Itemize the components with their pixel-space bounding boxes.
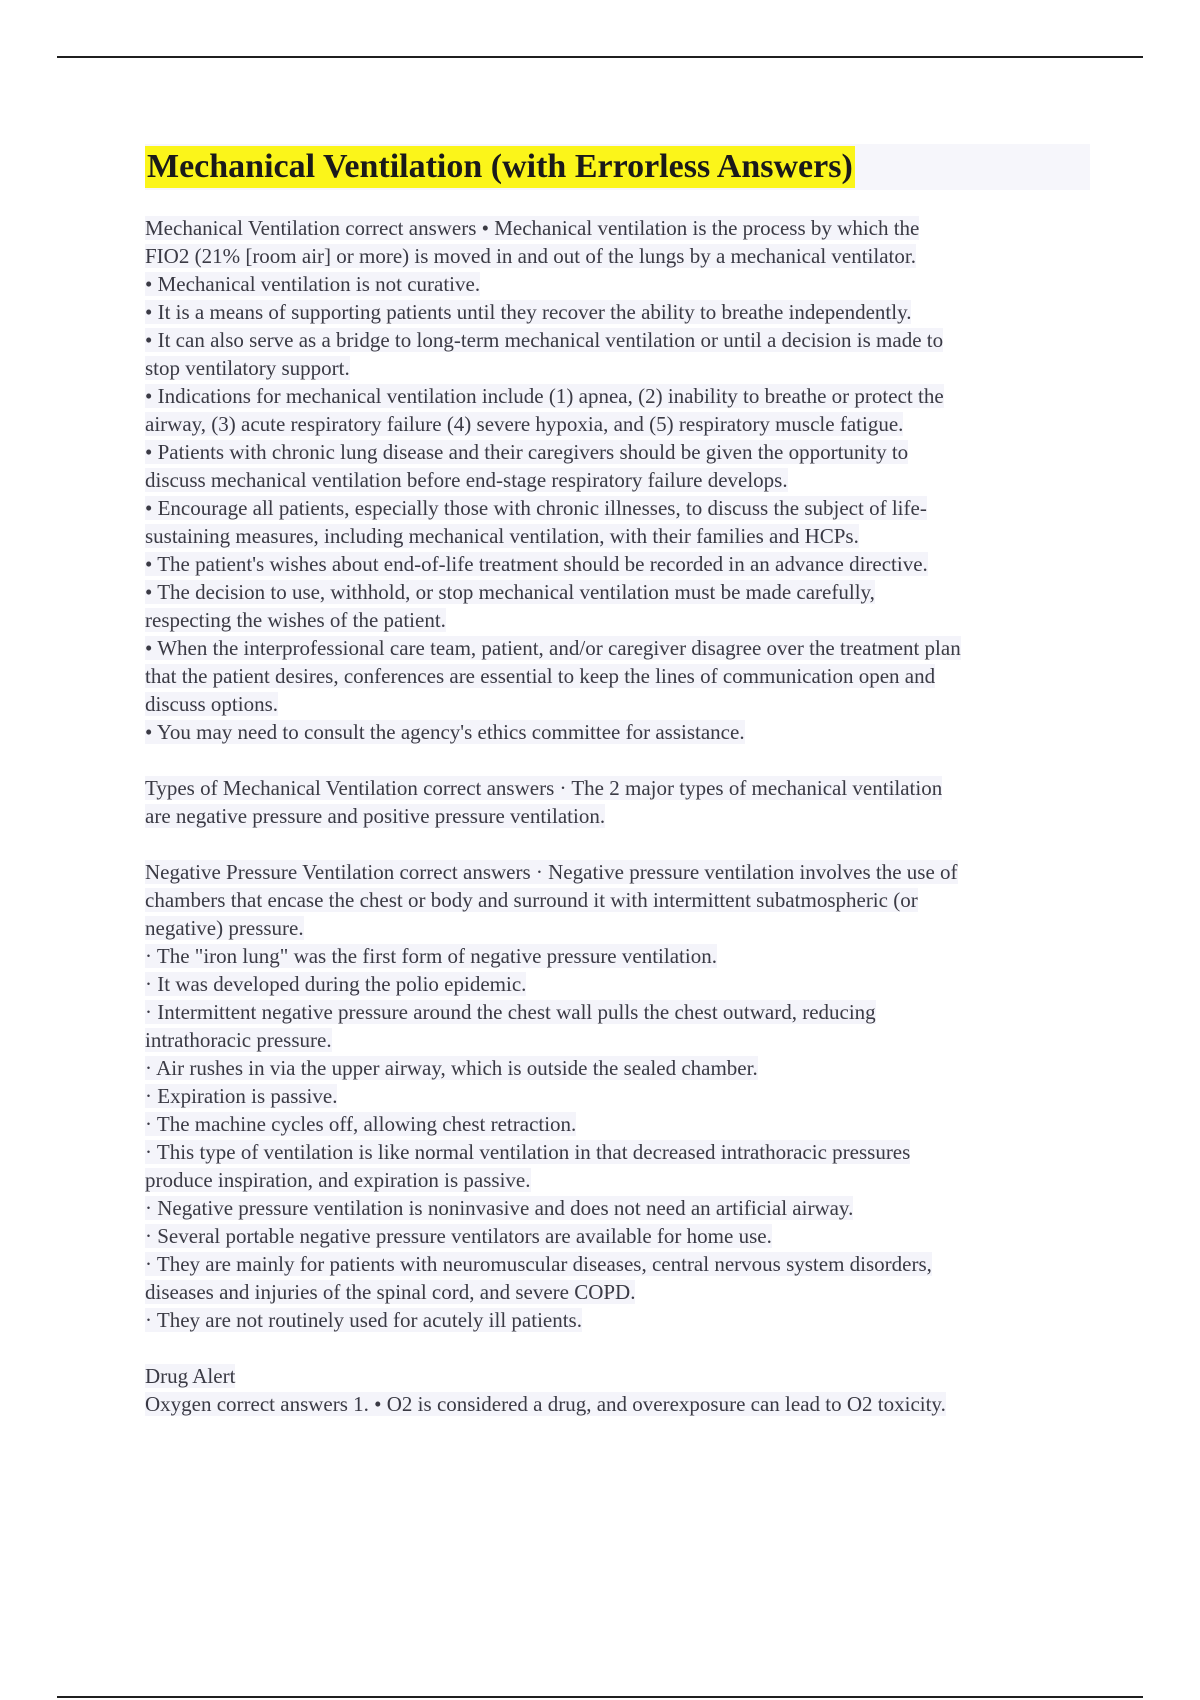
text-line [145,1306,1090,1334]
text-line [145,998,1090,1026]
text-line [145,774,1090,802]
text-line-content: · Negative pressure ventilation is noninvasive and does not need an artificial airway. [145,1196,854,1220]
text-line [145,1138,1090,1166]
text-line [145,1082,1090,1110]
text-line-content: · This type of ventilation is like normal ventilation in that decreased intrathoracic pressures [145,1140,911,1164]
text-line [145,634,1090,662]
text-line-content: · They are mainly for patients with neuromuscular diseases, central nervous system disorders, [145,1252,932,1276]
text-line-content: airway, (3) acute respiratory failure (4) severe hypoxia, and (5) respiratory muscle fatigue. [145,412,904,436]
text-line [145,382,1090,410]
text-line [145,550,1090,578]
document-title: Mechanical Ventilation (with Errorless Answers) [145,146,855,188]
text-line [145,522,1090,550]
text-line-content: respecting the wishes of the patient. [145,608,446,632]
text-line-content: Mechanical Ventilation correct answers • Mechanical ventilation is the process by which the [145,216,920,240]
text-line-content: discuss options. [145,692,279,716]
text-line-content: FIO2 (21% [room air] or more) is moved in and out of the lungs by a mechanical ventilator. [145,244,916,268]
text-line-content: • It is a means of supporting patients until they recover the ability to breathe independently. [145,300,912,324]
text-line-content: · The machine cycles off, allowing chest retraction. [145,1112,577,1136]
text-line-content: • The patient's wishes about end-of-life treatment should be recorded in an advance directive. [145,552,928,576]
text-line-content: · The "iron lung" was the first form of negative pressure ventilation. [145,944,717,968]
text-line-content: intrathoracic pressure. [145,1028,332,1052]
text-line-content: • Mechanical ventilation is not curative. [145,272,481,296]
text-line-content: diseases and injuries of the spinal cord, and severe COPD. [145,1280,636,1304]
text-line [145,326,1090,354]
bottom-rule [57,1696,1143,1698]
text-line [145,494,1090,522]
text-section [145,1362,1090,1418]
text-line [145,970,1090,998]
text-line-content: · Several portable negative pressure ventilators are available for home use. [145,1224,772,1248]
text-line-content: sustaining measures, including mechanical ventilation, with their families and HCPs. [145,524,859,548]
text-line [145,1026,1090,1054]
text-line-content: · They are not routinely used for acutely ill patients. [145,1308,582,1332]
text-section [145,858,1090,1334]
text-line-content: • It can also serve as a bridge to long-term mechanical ventilation or until a decision is made to [145,328,944,352]
text-line-content: Oxygen correct answers 1. • O2 is considered a drug, and overexposure can lead to O2 toxicity. [145,1392,946,1416]
text-line [145,606,1090,634]
text-line-content: • Patients with chronic lung disease and their caregivers should be given the opportunity to [145,440,909,464]
text-line [145,1054,1090,1082]
text-line-content: discuss mechanical ventilation before end-stage respiratory failure develops. [145,468,788,492]
text-line [145,242,1090,270]
title-row [145,144,1090,190]
text-line-content: Negative Pressure Ventilation correct answers · Negative pressure ventilation involves the use of [145,860,958,884]
text-line [145,858,1090,886]
text-line [145,1250,1090,1278]
text-line [145,410,1090,438]
text-line [145,1194,1090,1222]
text-section [145,774,1090,830]
text-line-content: · Intermittent negative pressure around the chest wall pulls the chest outward, reducing [145,1000,876,1024]
text-line-content: stop ventilatory support. [145,356,350,380]
text-line [145,214,1090,242]
document-body [145,144,1090,1446]
text-line [145,578,1090,606]
text-line [145,1222,1090,1250]
text-line [145,354,1090,382]
text-line [145,1278,1090,1306]
text-line [145,1362,1090,1390]
text-line [145,466,1090,494]
text-line [145,662,1090,690]
text-line-content: · Air rushes in via the upper airway, which is outside the sealed chamber. [145,1056,758,1080]
sections [145,214,1090,1418]
text-line [145,886,1090,914]
text-line-content: chambers that encase the chest or body and surround it with intermittent subatmospheric (or [145,888,918,912]
text-line-content: • The decision to use, withhold, or stop mechanical ventilation must be made carefully, [145,580,875,604]
text-line [145,942,1090,970]
text-line-content: are negative pressure and positive pressure ventilation. [145,804,606,828]
text-line [145,270,1090,298]
text-line [145,1110,1090,1138]
text-line [145,718,1090,746]
text-line [145,438,1090,466]
text-line [145,1390,1090,1418]
text-line [145,1166,1090,1194]
text-line-content: negative) pressure. [145,916,304,940]
text-line-content: • When the interprofessional care team, patient, and/or caregiver disagree over the treatment plan [145,636,961,660]
text-line-content: Types of Mechanical Ventilation correct answers · The 2 major types of mechanical ventilation [145,776,943,800]
text-line [145,690,1090,718]
text-line-content: · Expiration is passive. [145,1084,338,1108]
text-line-content: • Indications for mechanical ventilation include (1) apnea, (2) inability to breathe or protect the [145,384,944,408]
text-line [145,802,1090,830]
top-rule [57,56,1143,58]
text-line-content: • You may need to consult the agency's ethics committee for assistance. [145,720,745,744]
text-line [145,914,1090,942]
text-line-content: • Encourage all patients, especially those with chronic illnesses, to discuss the subject of life- [145,496,927,520]
text-line-content: · It was developed during the polio epidemic. [145,972,527,996]
text-line [145,298,1090,326]
text-section [145,214,1090,746]
text-line-content: produce inspiration, and expiration is passive. [145,1168,531,1192]
text-line-content: Drug Alert [145,1364,236,1388]
text-line-content: that the patient desires, conferences are essential to keep the lines of communication open and [145,664,936,688]
